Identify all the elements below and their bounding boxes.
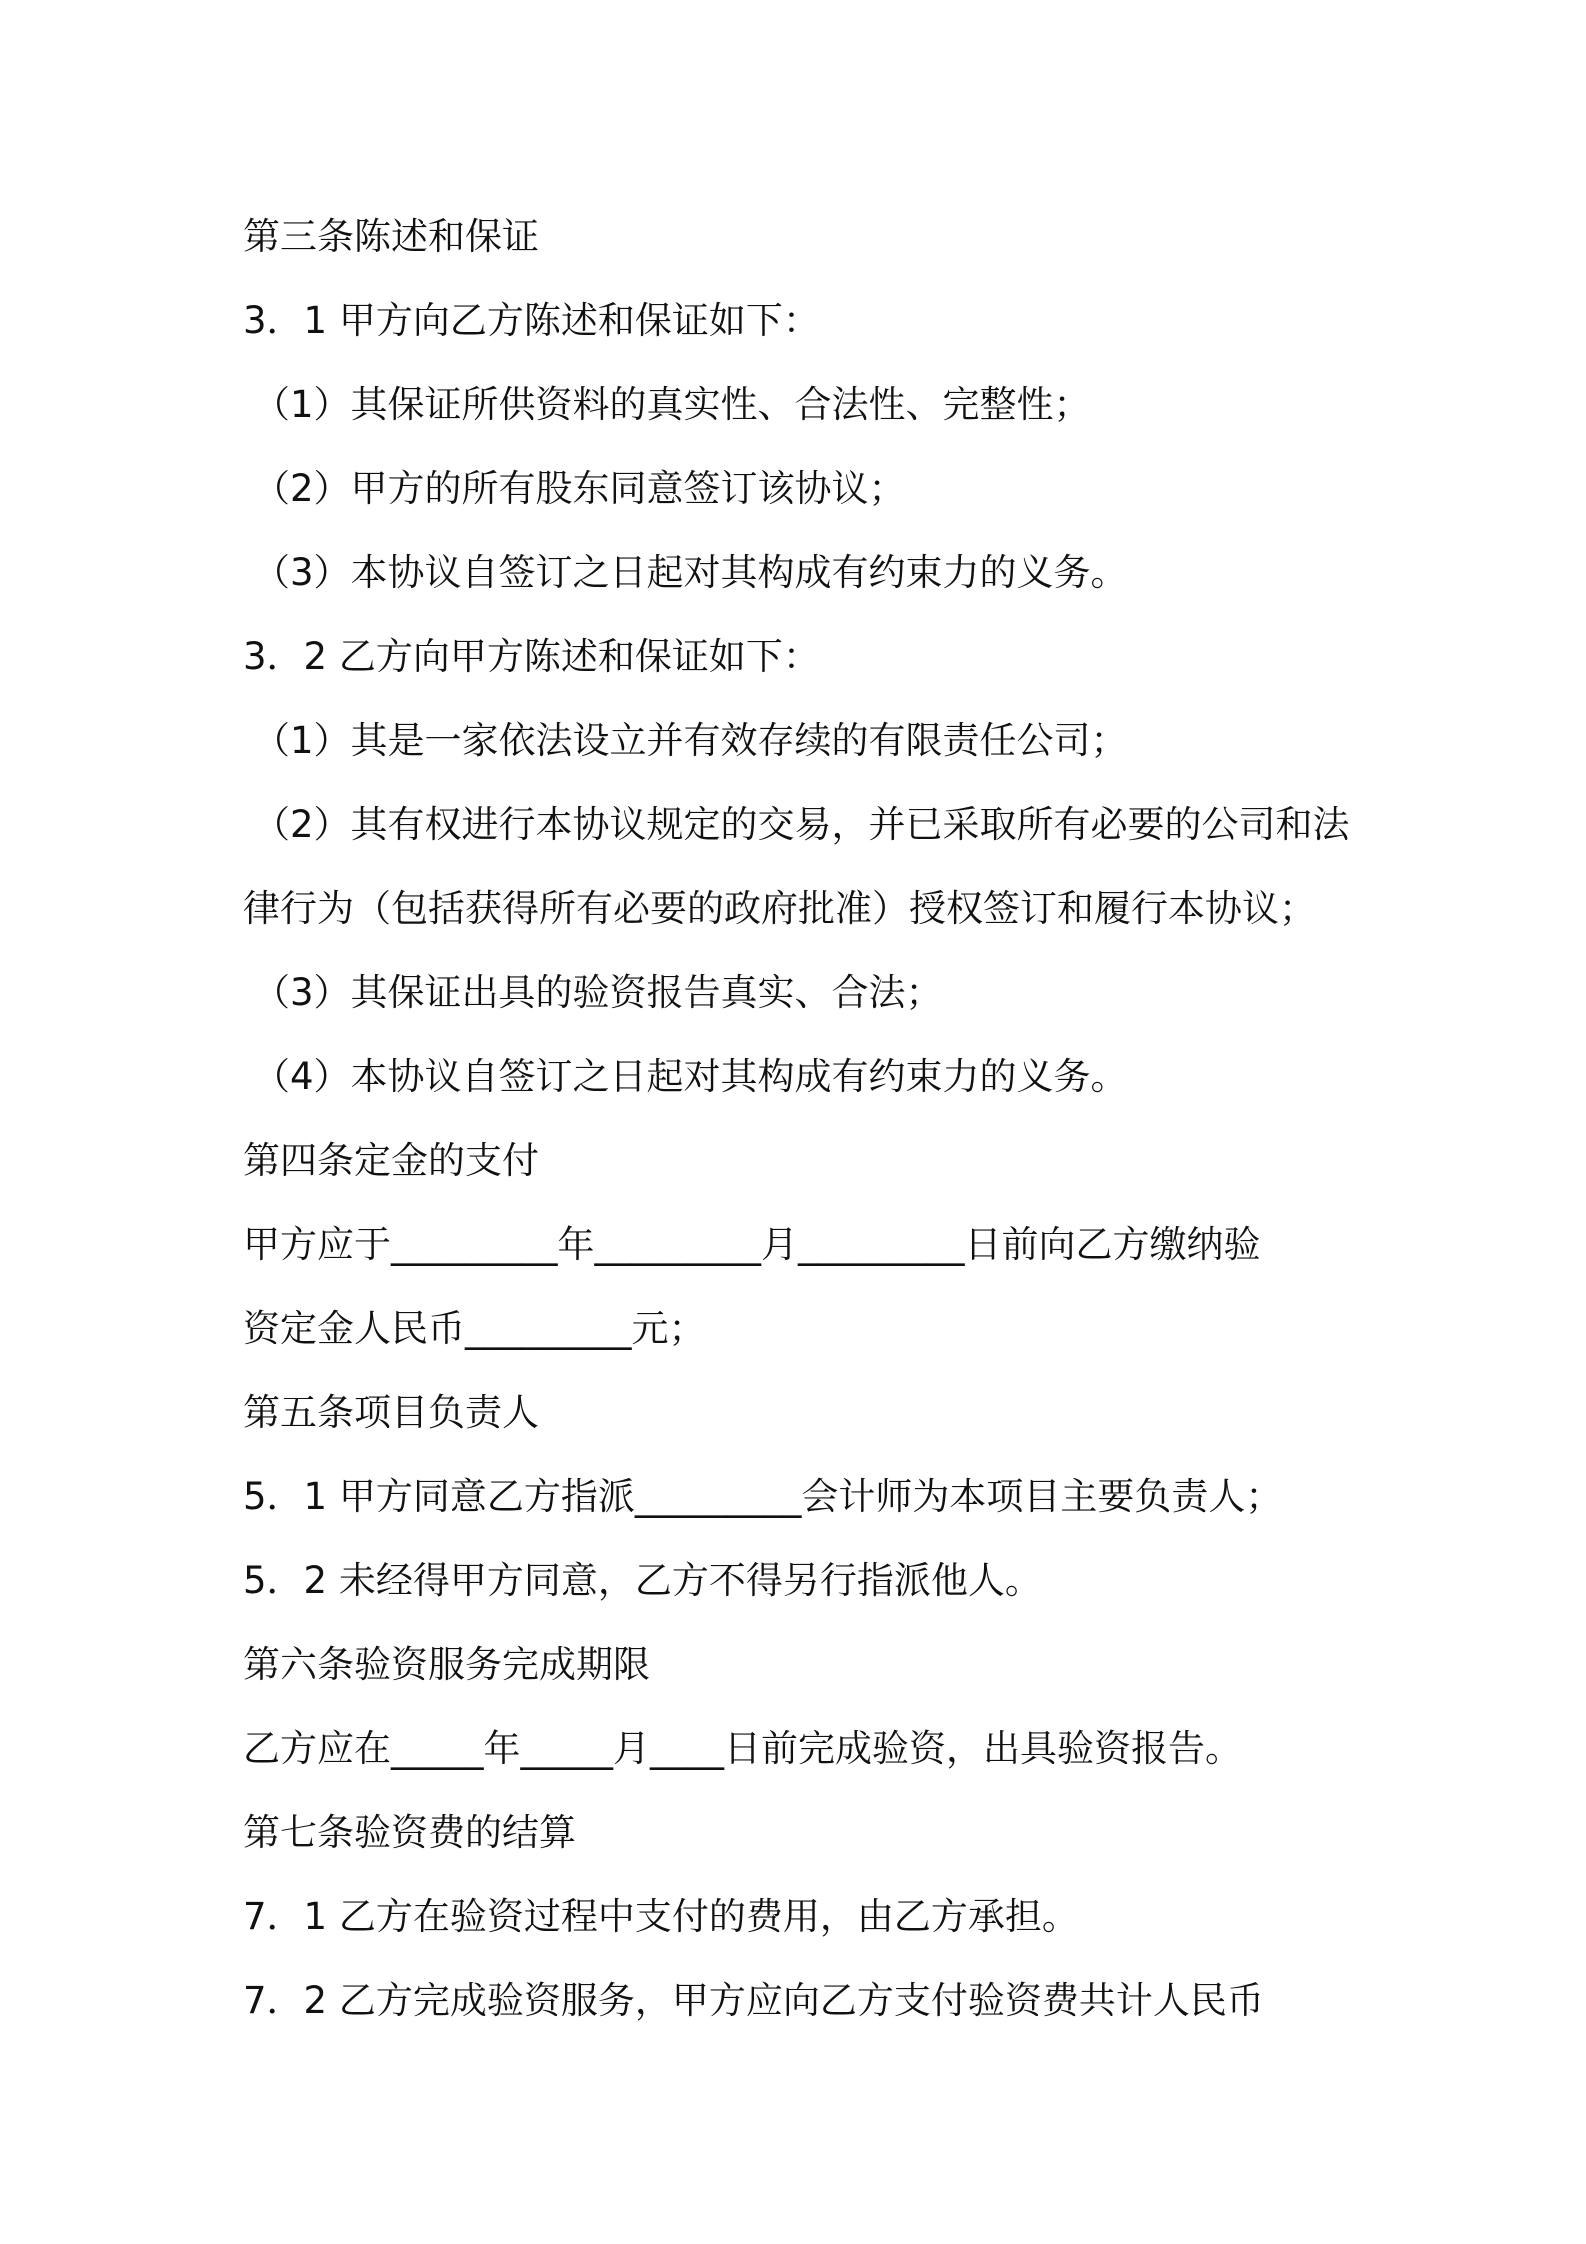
clause-3-2-item-4: （4）本协议自签订之日起对其构成有约束力的义务。 (253, 1055, 1128, 1098)
article-3-heading: 第三条陈述和保证 (243, 215, 539, 258)
clause-3-1: 3．1 甲方向乙方陈述和保证如下： (243, 299, 820, 342)
clause-5-1: 5．1 甲方同意乙方指派_________会计师为本项目主要负责人； (243, 1475, 1283, 1518)
clause-3-2-item-1: （1）其是一家依法设立并有效存续的有限责任公司； (253, 719, 1128, 762)
document-body (243, 195, 1363, 2043)
clause-3-2: 3．2 乙方向甲方陈述和保证如下： (243, 635, 820, 678)
article-6-heading: 第六条验资服务完成期限 (243, 1643, 650, 1686)
clause-3-1-item-3: （3）本协议自签订之日起对其构成有约束力的义务。 (253, 551, 1128, 594)
clause-3-2-item-2: （2）其有权进行本协议规定的交易，并已采取所有必要的公司和法 (253, 803, 1350, 846)
clause-7-2: 7．2 乙方完成验资服务，甲方应向乙方支付验资费共计人民币 (243, 1979, 1264, 2022)
article-4-text: 甲方应于_________年_________月_________日前向乙方缴纳验 (243, 1223, 1261, 1266)
clause-3-2-item-2-continued: 律行为（包括获得所有必要的政府批准）授权签订和履行本协议； (243, 887, 1316, 930)
article-7-heading: 第七条验资费的结算 (243, 1811, 576, 1854)
article-4-text-continued: 资定金人民币_________元； (243, 1307, 706, 1350)
article-4-heading: 第四条定金的支付 (243, 1139, 539, 1182)
clause-3-1-item-1: （1）其保证所供资料的真实性、合法性、完整性； (253, 383, 1091, 426)
clause-3-2-item-3: （3）其保证出具的验资报告真实、合法； (253, 971, 943, 1014)
clause-5-2: 5．2 未经得甲方同意，乙方不得另行指派他人。 (243, 1559, 1042, 1602)
article-6-text: 乙方应在_____年_____月____日前完成验资，出具验资报告。 (243, 1727, 1242, 1770)
clause-7-1: 7．1 乙方在验资过程中支付的费用，由乙方承担。 (243, 1895, 1079, 1938)
article-5-heading: 第五条项目负责人 (243, 1391, 539, 1434)
clause-3-1-item-2: （2）甲方的所有股东同意签订该协议； (253, 467, 906, 510)
